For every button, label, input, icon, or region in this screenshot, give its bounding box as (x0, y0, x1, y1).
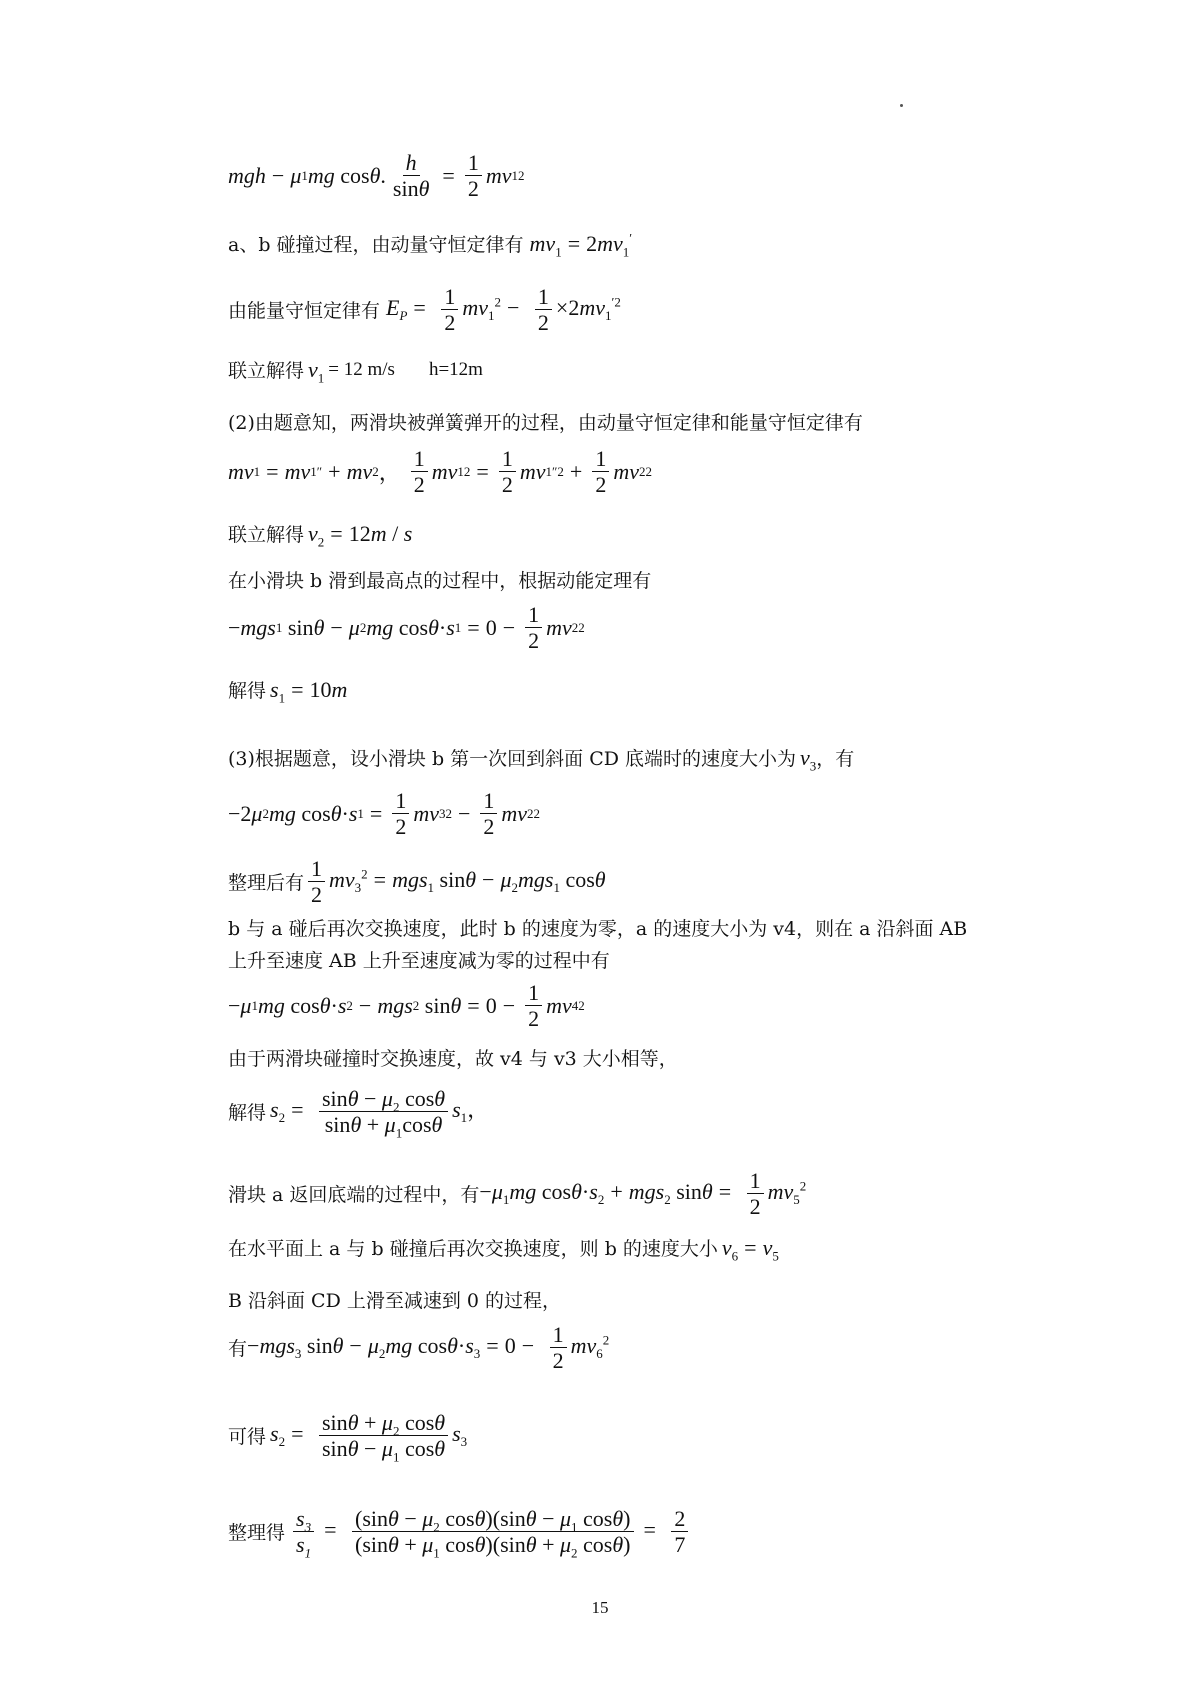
solve-line-3: 解得 $s_1 = 10m$ (228, 676, 348, 705)
solve-line-4: 解得 $s_2$ = $\frac{\sin\theta - \mu_2 \cos\theta}{\sin\theta + \mu_1\cos\theta}$ $s_1$， (228, 1086, 490, 1141)
energy-line: 由能量守恒定律有 $E_P$ = $\frac{1}{2}$ $mv_1^2$ − $\frac{1}{2}$ $\times 2mv_1^{'2}$ (228, 284, 621, 336)
text: 解得 (228, 680, 267, 702)
text: 由于两滑块碰撞时交换速度，故 v4 与 v3 大小相等， (228, 1048, 678, 1070)
equation-slide: 有 −mgs$_3$ $\sin\theta - \mu_2mg$ $\cos\theta\cdot s_3 = 0$ − $\frac{1}{2}$ $mv_6^2$ (228, 1322, 610, 1374)
equation-rise: − μ 1 mg cos θ · s 2 − mgs 2 sin θ = 0 − $\frac{1}{2}$ mv 4 2 (228, 980, 585, 1032)
text: 在小滑块 b 滑到最高点的过程中，根据动能定理有 (228, 570, 652, 592)
text: a、b 碰撞过程，由动量守恒定律有 (228, 234, 524, 256)
equation-kinetic: − mgs 1 sin θ − μ 2 mg cos θ · s 1 = 0 − $\frac{1}{2}$ mv 2 2 (228, 602, 585, 654)
text: B 沿斜面 CD 上滑至减速到 0 的过程， (228, 1290, 562, 1312)
text: 解得 (228, 1102, 267, 1125)
text: (2)由题意知，两滑块被弹簧弹开的过程，由动量守恒定律和能量守恒定律有 (228, 412, 863, 434)
horizontal-line: 在水平面上 a 与 b 碰撞后再次交换速度，则 b 的速度大小 $v_6 = v_5$ (228, 1234, 779, 1263)
text: (3)根据题意，设小滑块 b 第一次回到斜面 CD 底端时的速度大小为 (228, 748, 797, 770)
arrange-line: 整理后有 $\frac{1}{2}$ $mv_3^2 = mgs_1$ $\sin\theta - \mu_2mgs_1$ cosθ (228, 856, 606, 908)
part2-intro (228, 408, 863, 435)
text: 上升至速度 AB 上升至速度减为零的过程中有 (228, 950, 610, 972)
momentum-line: a、b 碰撞过程，由动量守恒定律有 $mv_1 = 2mv_1'$ (228, 230, 633, 259)
equation-friction: −2 μ 2 mg cos θ · s 1 = $\frac{1}{2}$ mv 3 2 − $\frac{1}{2}$ mv 2 2 (228, 788, 541, 840)
text: 联立解得 (228, 360, 305, 382)
part3-intro: (3)根据题意，设小滑块 b 第一次回到斜面 CD 底端时的速度大小为 $v_3$ ，有 (228, 744, 855, 773)
rise-line (228, 946, 610, 973)
final-line: 整理得 $\frac{s_3}{s_1}$ = $\frac{(\sin\theta - \mu_2 \cos\theta)(\sin\theta - \mu_1 \cos\theta)}{(\sin\theta + \mu_1 \cos\theta)(\sin\theta + \mu_2 \cos\theta)}$ = $\frac{2}{7}$ (228, 1506, 692, 1558)
page-number: 15 (591, 1598, 609, 1617)
solve-line-1: 联立解得 $v_1$ = 12 m/s h=12m (228, 356, 483, 385)
exchange-line (228, 914, 967, 941)
equal-speed-line (228, 1044, 678, 1071)
obtain-line: 可得 $s_2$ = $\frac{\sin\theta + \mu_2 \cos\theta}{\sin\theta - \mu_1 \cos\theta}$ $s_3$ (228, 1410, 468, 1465)
text: ，有 (816, 748, 855, 770)
text: b 与 a 碰后再次交换速度，此时 b 的速度为零，a 的速度大小为 v4，则在 a 沿斜面 AB (228, 918, 968, 940)
text: 有 (228, 1338, 248, 1361)
slide-line (228, 1286, 561, 1313)
text: 在水平面上 a 与 b 碰撞后再次交换速度，则 b 的速度大小 (228, 1238, 718, 1260)
solve-line-2: 联立解得 $v_2 = 12m / s$ (228, 520, 413, 549)
text: 可得 (228, 1426, 267, 1449)
text: 整理后有 (228, 872, 305, 895)
equation-momentum-energy: mv 1 = mv 1 ″ + mv 2 ， $\frac{1}{2}$ mv 1 2 = $\frac{1}{2}$ mv 1 ″2 + $\frac{1}{2}$ mv 2 2 (228, 446, 652, 498)
h-value: h=12m (428, 358, 483, 380)
text: 整理得 (228, 1522, 286, 1545)
kinetic-theorem-intro (228, 566, 651, 593)
return-line: 滑块 a 返回底端的过程中，有 $-\mu_1mg$ $\cos\theta\cdot s_2 + mgs_2$ sinθ = $\frac{1}{2}$ $mv_5^2$ (228, 1168, 807, 1220)
equation-1: mgh − μ 1 mg cos θ . $\frac{h}{\sin\theta}$ = $\frac{1}{2}$ mv 1 2 (228, 150, 525, 202)
text: 联立解得 (228, 524, 305, 546)
text: 滑块 a 返回底端的过程中，有 (228, 1184, 480, 1207)
corner-dot (900, 104, 903, 107)
v1-value: = 12 m/s (328, 358, 395, 380)
text: 由能量守恒定律有 (228, 300, 381, 323)
